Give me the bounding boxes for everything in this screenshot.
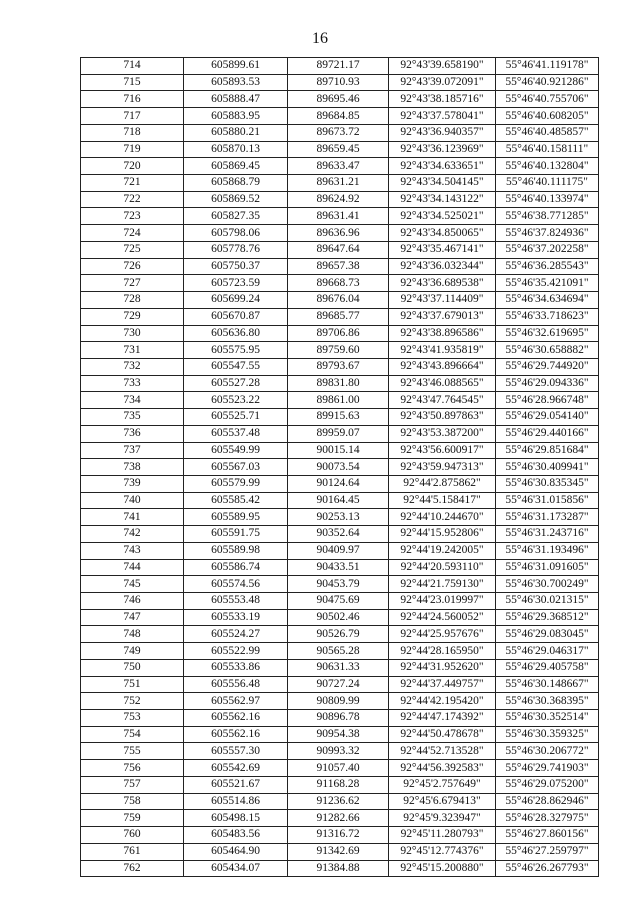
point-number-cell: 730: [81, 325, 184, 342]
point-number-cell: 747: [81, 609, 184, 626]
x-coordinate-cell: 605750.37: [184, 258, 288, 275]
x-coordinate-cell: 605533.86: [184, 659, 288, 676]
y-coordinate-cell: 91384.88: [288, 860, 389, 877]
x-coordinate-cell: 605514.86: [184, 793, 288, 810]
y-coordinate-cell: 89631.21: [288, 175, 389, 192]
latitude-cell: 55°46'30.148667": [496, 676, 599, 693]
y-coordinate-cell: 89668.73: [288, 275, 389, 292]
point-number-cell: 725: [81, 241, 184, 258]
table-row: [81, 793, 599, 810]
table-row: [81, 141, 599, 158]
x-coordinate-cell: 605575.95: [184, 342, 288, 359]
x-coordinate-cell: 605574.56: [184, 576, 288, 593]
latitude-cell: 55°46'37.824936": [496, 225, 599, 242]
table-row: [81, 509, 599, 526]
latitude-cell: 55°46'40.485857": [496, 124, 599, 141]
longitude-cell: 92°45'2.757649": [389, 776, 496, 793]
y-coordinate-cell: 89659.45: [288, 141, 389, 158]
y-coordinate-cell: 91342.69: [288, 843, 389, 860]
latitude-cell: 55°46'30.359325": [496, 726, 599, 743]
y-coordinate-cell: 89647.64: [288, 241, 389, 258]
x-coordinate-cell: 605880.21: [184, 124, 288, 141]
table-row: [81, 425, 599, 442]
x-coordinate-cell: 605827.35: [184, 208, 288, 225]
x-coordinate-cell: 605434.07: [184, 860, 288, 877]
longitude-cell: 92°43'34.504145": [389, 175, 496, 192]
table-row: [81, 827, 599, 844]
y-coordinate-cell: 90526.79: [288, 626, 389, 643]
point-number-cell: 752: [81, 693, 184, 710]
x-coordinate-cell: 605523.22: [184, 392, 288, 409]
y-coordinate-cell: 90631.33: [288, 659, 389, 676]
point-number-cell: 761: [81, 843, 184, 860]
longitude-cell: 92°43'56.600917": [389, 442, 496, 459]
x-coordinate-cell: 605542.69: [184, 760, 288, 777]
x-coordinate-cell: 605869.45: [184, 158, 288, 175]
point-number-cell: 719: [81, 141, 184, 158]
table-row: [81, 459, 599, 476]
point-number-cell: 755: [81, 743, 184, 760]
table-row: [81, 475, 599, 492]
latitude-cell: 55°46'33.718623": [496, 308, 599, 325]
x-coordinate-cell: 605521.67: [184, 776, 288, 793]
y-coordinate-cell: 90352.64: [288, 526, 389, 543]
point-number-cell: 739: [81, 475, 184, 492]
latitude-cell: 55°46'36.285543": [496, 258, 599, 275]
point-number-cell: 718: [81, 124, 184, 141]
x-coordinate-cell: 605699.24: [184, 292, 288, 309]
y-coordinate-cell: 90073.54: [288, 459, 389, 476]
table-row: [81, 676, 599, 693]
longitude-cell: 92°43'53.387200": [389, 425, 496, 442]
longitude-cell: 92°43'37.114409": [389, 292, 496, 309]
longitude-cell: 92°44'56.392583": [389, 760, 496, 777]
latitude-cell: 55°46'37.202258": [496, 241, 599, 258]
table-row: [81, 91, 599, 108]
x-coordinate-cell: 605589.98: [184, 542, 288, 559]
latitude-cell: 55°46'35.421091": [496, 275, 599, 292]
longitude-cell: 92°43'37.578041": [389, 108, 496, 125]
longitude-cell: 92°44'52.713528": [389, 743, 496, 760]
latitude-cell: 55°46'38.771285": [496, 208, 599, 225]
y-coordinate-cell: 91282.66: [288, 810, 389, 827]
table-row: [81, 241, 599, 258]
latitude-cell: 55°46'31.193496": [496, 542, 599, 559]
point-number-cell: 743: [81, 542, 184, 559]
longitude-cell: 92°43'34.850065": [389, 225, 496, 242]
longitude-cell: 92°43'41.935819": [389, 342, 496, 359]
longitude-cell: 92°44'2.875862": [389, 475, 496, 492]
y-coordinate-cell: 90809.99: [288, 693, 389, 710]
y-coordinate-cell: 89624.92: [288, 191, 389, 208]
x-coordinate-cell: 605464.90: [184, 843, 288, 860]
point-number-cell: 762: [81, 860, 184, 877]
table-row: [81, 292, 599, 309]
point-number-cell: 749: [81, 643, 184, 660]
y-coordinate-cell: 91168.28: [288, 776, 389, 793]
point-number-cell: 757: [81, 776, 184, 793]
x-coordinate-cell: 605524.27: [184, 626, 288, 643]
table-row: [81, 392, 599, 409]
point-number-cell: 727: [81, 275, 184, 292]
x-coordinate-cell: 605557.30: [184, 743, 288, 760]
table-row: [81, 726, 599, 743]
point-number-cell: 734: [81, 392, 184, 409]
y-coordinate-cell: 89695.46: [288, 91, 389, 108]
x-coordinate-cell: 605899.61: [184, 58, 288, 75]
x-coordinate-cell: 605589.95: [184, 509, 288, 526]
y-coordinate-cell: 90124.64: [288, 475, 389, 492]
x-coordinate-cell: 605798.06: [184, 225, 288, 242]
latitude-cell: 55°46'40.158111": [496, 141, 599, 158]
y-coordinate-cell: 89759.60: [288, 342, 389, 359]
longitude-cell: 92°43'59.947313": [389, 459, 496, 476]
point-number-cell: 750: [81, 659, 184, 676]
table-row: [81, 609, 599, 626]
latitude-cell: 55°46'40.132804": [496, 158, 599, 175]
y-coordinate-cell: 90954.38: [288, 726, 389, 743]
latitude-cell: 55°46'40.921286": [496, 74, 599, 91]
longitude-cell: 92°43'34.633651": [389, 158, 496, 175]
longitude-cell: 92°44'21.759130": [389, 576, 496, 593]
longitude-cell: 92°43'36.032344": [389, 258, 496, 275]
latitude-cell: 55°46'28.862946": [496, 793, 599, 810]
latitude-cell: 55°46'29.083045": [496, 626, 599, 643]
longitude-cell: 92°43'34.525021": [389, 208, 496, 225]
y-coordinate-cell: 89721.17: [288, 58, 389, 75]
y-coordinate-cell: 90253.13: [288, 509, 389, 526]
point-number-cell: 748: [81, 626, 184, 643]
longitude-cell: 92°43'38.185716": [389, 91, 496, 108]
longitude-cell: 92°43'34.143122": [389, 191, 496, 208]
y-coordinate-cell: 89636.96: [288, 225, 389, 242]
latitude-cell: 55°46'29.094336": [496, 375, 599, 392]
latitude-cell: 55°46'30.021315": [496, 593, 599, 610]
x-coordinate-cell: 605527.28: [184, 375, 288, 392]
y-coordinate-cell: 90453.79: [288, 576, 389, 593]
point-number-cell: 742: [81, 526, 184, 543]
y-coordinate-cell: 90727.24: [288, 676, 389, 693]
latitude-cell: 55°46'29.741903": [496, 760, 599, 777]
longitude-cell: 92°44'23.019997": [389, 593, 496, 610]
table-row: [81, 158, 599, 175]
longitude-cell: 92°44'19.242005": [389, 542, 496, 559]
table-row: [81, 559, 599, 576]
x-coordinate-cell: 605586.74: [184, 559, 288, 576]
table-row: [81, 375, 599, 392]
x-coordinate-cell: 605537.48: [184, 425, 288, 442]
y-coordinate-cell: 89793.67: [288, 358, 389, 375]
y-coordinate-cell: 89831.80: [288, 375, 389, 392]
point-number-cell: 728: [81, 292, 184, 309]
latitude-cell: 55°46'30.658882": [496, 342, 599, 359]
latitude-cell: 55°46'31.091605": [496, 559, 599, 576]
point-number-cell: 753: [81, 710, 184, 727]
y-coordinate-cell: 90409.97: [288, 542, 389, 559]
latitude-cell: 55°46'31.015856": [496, 492, 599, 509]
x-coordinate-cell: 605562.97: [184, 693, 288, 710]
latitude-cell: 55°46'29.075200": [496, 776, 599, 793]
latitude-cell: 55°46'30.835345": [496, 475, 599, 492]
point-number-cell: 724: [81, 225, 184, 242]
table-row: [81, 492, 599, 509]
table-row: [81, 191, 599, 208]
table-row: [81, 776, 599, 793]
point-number-cell: 733: [81, 375, 184, 392]
table-row: [81, 626, 599, 643]
latitude-cell: 55°46'40.111175": [496, 175, 599, 192]
table-row: [81, 175, 599, 192]
point-number-cell: 745: [81, 576, 184, 593]
x-coordinate-cell: 605547.55: [184, 358, 288, 375]
x-coordinate-cell: 605556.48: [184, 676, 288, 693]
longitude-cell: 92°45'15.200880": [389, 860, 496, 877]
latitude-cell: 55°46'40.755706": [496, 91, 599, 108]
y-coordinate-cell: 90565.28: [288, 643, 389, 660]
x-coordinate-cell: 605868.79: [184, 175, 288, 192]
latitude-cell: 55°46'29.405758": [496, 659, 599, 676]
table-row: [81, 743, 599, 760]
y-coordinate-cell: 89959.07: [288, 425, 389, 442]
longitude-cell: 92°43'36.123969": [389, 141, 496, 158]
latitude-cell: 55°46'40.608205": [496, 108, 599, 125]
longitude-cell: 92°43'43.896664": [389, 358, 496, 375]
longitude-cell: 92°43'37.679013": [389, 308, 496, 325]
x-coordinate-cell: 605549.99: [184, 442, 288, 459]
latitude-cell: 55°46'30.206772": [496, 743, 599, 760]
point-number-cell: 751: [81, 676, 184, 693]
y-coordinate-cell: 90433.51: [288, 559, 389, 576]
point-number-cell: 737: [81, 442, 184, 459]
x-coordinate-cell: 605723.59: [184, 275, 288, 292]
longitude-cell: 92°43'46.088565": [389, 375, 496, 392]
y-coordinate-cell: 91057.40: [288, 760, 389, 777]
longitude-cell: 92°43'36.940357": [389, 124, 496, 141]
y-coordinate-cell: 89657.38: [288, 258, 389, 275]
y-coordinate-cell: 91236.62: [288, 793, 389, 810]
coordinates-table-body: [81, 58, 599, 877]
table-row: [81, 342, 599, 359]
latitude-cell: 55°46'29.744920": [496, 358, 599, 375]
longitude-cell: 92°44'50.478678": [389, 726, 496, 743]
table-row: [81, 593, 599, 610]
table-row: [81, 358, 599, 375]
latitude-cell: 55°46'27.860156": [496, 827, 599, 844]
point-number-cell: 746: [81, 593, 184, 610]
table-row: [81, 124, 599, 141]
longitude-cell: 92°44'25.957676": [389, 626, 496, 643]
point-number-cell: 723: [81, 208, 184, 225]
latitude-cell: 55°46'30.409941": [496, 459, 599, 476]
longitude-cell: 92°43'47.764545": [389, 392, 496, 409]
y-coordinate-cell: 89684.85: [288, 108, 389, 125]
x-coordinate-cell: 605525.71: [184, 409, 288, 426]
table-row: [81, 710, 599, 727]
point-number-cell: 760: [81, 827, 184, 844]
table-row: [81, 225, 599, 242]
x-coordinate-cell: 605636.80: [184, 325, 288, 342]
latitude-cell: 55°46'29.054140": [496, 409, 599, 426]
point-number-cell: 758: [81, 793, 184, 810]
latitude-cell: 55°46'29.440166": [496, 425, 599, 442]
table-row: [81, 74, 599, 91]
y-coordinate-cell: 89631.41: [288, 208, 389, 225]
longitude-cell: 92°43'35.467141": [389, 241, 496, 258]
x-coordinate-cell: 605870.13: [184, 141, 288, 158]
point-number-cell: 729: [81, 308, 184, 325]
x-coordinate-cell: 605562.16: [184, 726, 288, 743]
latitude-cell: 55°46'27.259797": [496, 843, 599, 860]
longitude-cell: 92°44'31.952620": [389, 659, 496, 676]
table-row: [81, 542, 599, 559]
longitude-cell: 92°44'5.158417": [389, 492, 496, 509]
y-coordinate-cell: 89915.63: [288, 409, 389, 426]
coordinates-table: [80, 57, 599, 877]
table-row: [81, 208, 599, 225]
x-coordinate-cell: 605567.03: [184, 459, 288, 476]
longitude-cell: 92°45'12.774376": [389, 843, 496, 860]
x-coordinate-cell: 605778.76: [184, 241, 288, 258]
point-number-cell: 741: [81, 509, 184, 526]
x-coordinate-cell: 605522.99: [184, 643, 288, 660]
table-row: [81, 576, 599, 593]
latitude-cell: 55°46'28.966748": [496, 392, 599, 409]
x-coordinate-cell: 605553.48: [184, 593, 288, 610]
x-coordinate-cell: 605869.52: [184, 191, 288, 208]
table-row: [81, 860, 599, 877]
table-row: [81, 659, 599, 676]
point-number-cell: 754: [81, 726, 184, 743]
longitude-cell: 92°43'39.658190": [389, 58, 496, 75]
x-coordinate-cell: 605562.16: [184, 710, 288, 727]
y-coordinate-cell: 89685.77: [288, 308, 389, 325]
y-coordinate-cell: 90015.14: [288, 442, 389, 459]
longitude-cell: 92°44'15.952806": [389, 526, 496, 543]
table-row: [81, 442, 599, 459]
table-row: [81, 275, 599, 292]
point-number-cell: 715: [81, 74, 184, 91]
x-coordinate-cell: 605579.99: [184, 475, 288, 492]
table-row: [81, 810, 599, 827]
longitude-cell: 92°44'42.195420": [389, 693, 496, 710]
latitude-cell: 55°46'31.243716": [496, 526, 599, 543]
longitude-cell: 92°44'20.593110": [389, 559, 496, 576]
point-number-cell: 721: [81, 175, 184, 192]
point-number-cell: 717: [81, 108, 184, 125]
latitude-cell: 55°46'29.851684": [496, 442, 599, 459]
point-number-cell: 714: [81, 58, 184, 75]
y-coordinate-cell: 89676.04: [288, 292, 389, 309]
longitude-cell: 92°43'36.689538": [389, 275, 496, 292]
longitude-cell: 92°45'9.323947": [389, 810, 496, 827]
y-coordinate-cell: 89673.72: [288, 124, 389, 141]
point-number-cell: 736: [81, 425, 184, 442]
y-coordinate-cell: 91316.72: [288, 827, 389, 844]
point-number-cell: 738: [81, 459, 184, 476]
y-coordinate-cell: 90502.46: [288, 609, 389, 626]
longitude-cell: 92°45'11.280793": [389, 827, 496, 844]
x-coordinate-cell: 605883.95: [184, 108, 288, 125]
latitude-cell: 55°46'30.352514": [496, 710, 599, 727]
point-number-cell: 759: [81, 810, 184, 827]
latitude-cell: 55°46'34.634694": [496, 292, 599, 309]
point-number-cell: 716: [81, 91, 184, 108]
latitude-cell: 55°46'29.368512": [496, 609, 599, 626]
x-coordinate-cell: 605591.75: [184, 526, 288, 543]
longitude-cell: 92°44'28.165950": [389, 643, 496, 660]
longitude-cell: 92°43'38.896586": [389, 325, 496, 342]
longitude-cell: 92°44'10.244670": [389, 509, 496, 526]
point-number-cell: 731: [81, 342, 184, 359]
table-row: [81, 325, 599, 342]
latitude-cell: 55°46'41.119178": [496, 58, 599, 75]
latitude-cell: 55°46'29.046317": [496, 643, 599, 660]
point-number-cell: 744: [81, 559, 184, 576]
longitude-cell: 92°44'24.560052": [389, 609, 496, 626]
latitude-cell: 55°46'28.327975": [496, 810, 599, 827]
point-number-cell: 720: [81, 158, 184, 175]
x-coordinate-cell: 605498.15: [184, 810, 288, 827]
table-row: [81, 693, 599, 710]
x-coordinate-cell: 605533.19: [184, 609, 288, 626]
table-row: [81, 258, 599, 275]
x-coordinate-cell: 605893.53: [184, 74, 288, 91]
longitude-cell: 92°43'39.072091": [389, 74, 496, 91]
y-coordinate-cell: 89633.47: [288, 158, 389, 175]
longitude-cell: 92°44'47.174392": [389, 710, 496, 727]
y-coordinate-cell: 90164.45: [288, 492, 389, 509]
point-number-cell: 726: [81, 258, 184, 275]
table-row: [81, 58, 599, 75]
y-coordinate-cell: 90993.32: [288, 743, 389, 760]
y-coordinate-cell: 90896.78: [288, 710, 389, 727]
table-row: [81, 843, 599, 860]
x-coordinate-cell: 605888.47: [184, 91, 288, 108]
latitude-cell: 55°46'26.267793": [496, 860, 599, 877]
point-number-cell: 756: [81, 760, 184, 777]
y-coordinate-cell: 89706.86: [288, 325, 389, 342]
latitude-cell: 55°46'30.368395": [496, 693, 599, 710]
table-row: [81, 308, 599, 325]
table-row: [81, 760, 599, 777]
point-number-cell: 740: [81, 492, 184, 509]
y-coordinate-cell: 89861.00: [288, 392, 389, 409]
point-number-cell: 732: [81, 358, 184, 375]
table-row: [81, 526, 599, 543]
y-coordinate-cell: 89710.93: [288, 74, 389, 91]
table-row: [81, 108, 599, 125]
latitude-cell: 55°46'32.619695": [496, 325, 599, 342]
y-coordinate-cell: 90475.69: [288, 593, 389, 610]
page-number: 16: [312, 30, 328, 47]
longitude-cell: 92°45'6.679413": [389, 793, 496, 810]
table-row: [81, 643, 599, 660]
longitude-cell: 92°44'37.449757": [389, 676, 496, 693]
latitude-cell: 55°46'30.700249": [496, 576, 599, 593]
x-coordinate-cell: 605585.42: [184, 492, 288, 509]
point-number-cell: 722: [81, 191, 184, 208]
latitude-cell: 55°46'31.173287": [496, 509, 599, 526]
longitude-cell: 92°43'50.897863": [389, 409, 496, 426]
x-coordinate-cell: 605483.56: [184, 827, 288, 844]
latitude-cell: 55°46'40.133974": [496, 191, 599, 208]
x-coordinate-cell: 605670.87: [184, 308, 288, 325]
table-row: [81, 409, 599, 426]
point-number-cell: 735: [81, 409, 184, 426]
